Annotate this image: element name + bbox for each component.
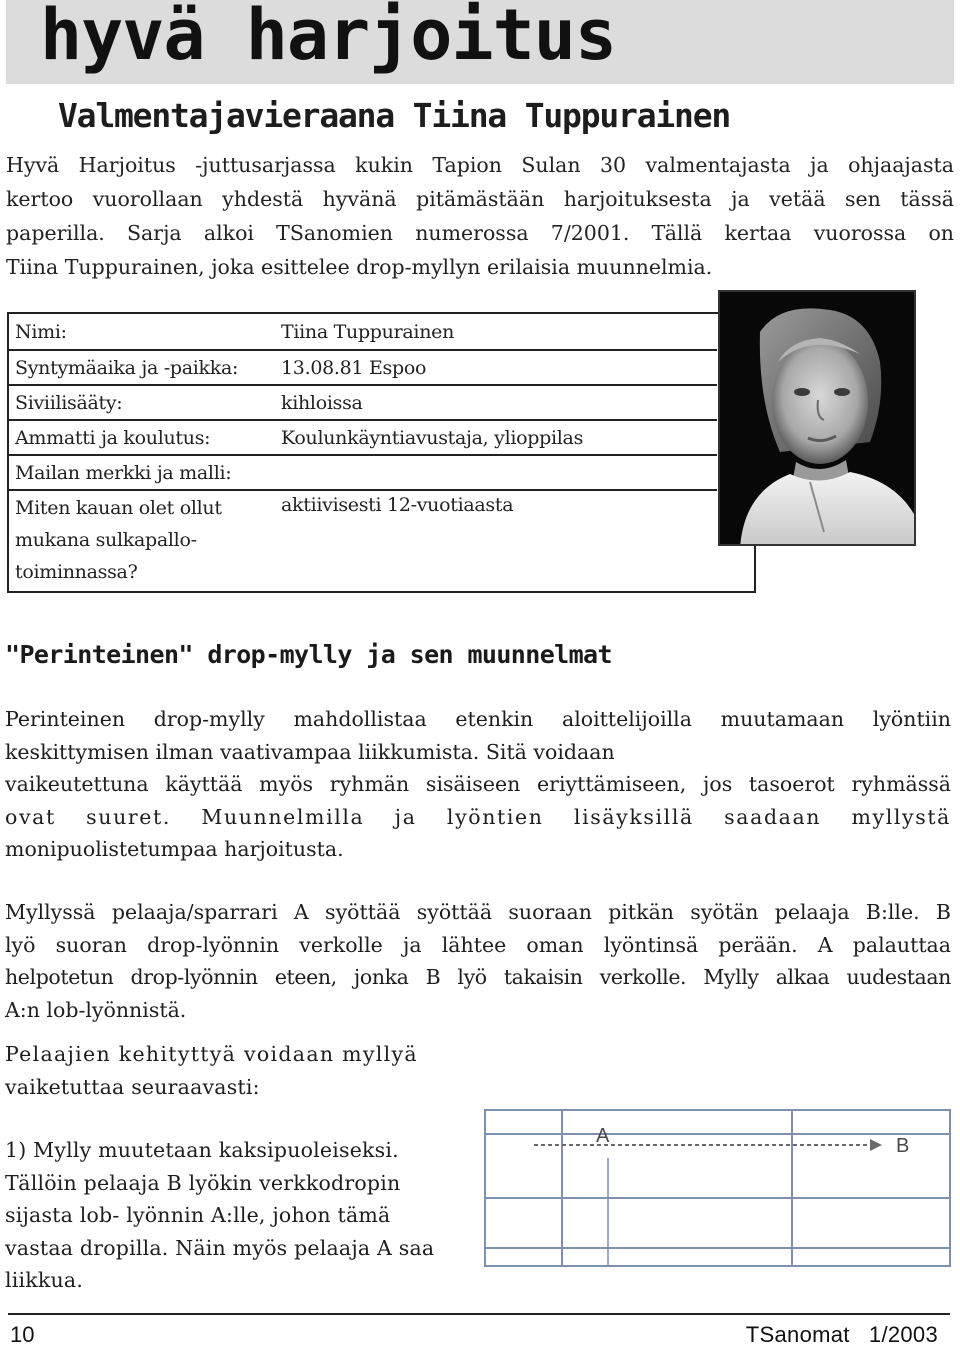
profile-row-status (9, 386, 754, 421)
paragraph-line: Myllyssä pelaaja/sparrari A syöttää syöttää suoraan pitkän syötän pelaaja B:lle. B (5, 900, 951, 924)
profile-label: Mailan merkki ja malli: (15, 462, 232, 484)
paragraph-line: A:n lob-lyönnistä. (5, 997, 187, 1022)
page-title: hyvä harjoitus (40, 0, 617, 76)
profile-value: Koulunkäyntiavustaja, ylioppilas (281, 427, 584, 449)
paragraph-line: helpotetun drop-lyönnin eteen, jonka B lyö takaisin verkolle. Mylly alkaa uudestaan (5, 965, 951, 989)
footer-divider (8, 1313, 950, 1315)
paragraph-line: sijasta lob- lyönnin A:lle, johon tämä (5, 1203, 391, 1227)
profile-label: Siviilisääty: (15, 392, 123, 414)
intro-line: kertoo vuorollaan yhdestä hyvänä pitämästään harjoituksesta ja vetää sen tässä (6, 187, 954, 211)
header-banner (6, 0, 954, 84)
article-subtitle: Valmentajavieraana Tiina Tuppurainen (58, 96, 731, 135)
paragraph-variations (5, 1038, 475, 1103)
player-b-label: B (896, 1135, 910, 1157)
profile-value: 13.08.81 Espoo (281, 357, 427, 379)
publication-label: TSanomat 1/2003 (745, 1322, 938, 1347)
paragraph-drill (5, 896, 951, 1026)
portrait-photo (718, 290, 916, 546)
paragraph-line: liikkua. (5, 1268, 84, 1292)
paragraph-line: vaikeutettuna käyttää myös ryhmän sisäiseen eriyttämiseen, jos tasoerot ryhmässä (5, 772, 951, 796)
player-a-label: A (596, 1125, 610, 1147)
arrow-head (870, 1139, 882, 1151)
paragraph-intro (5, 703, 951, 866)
paragraph-line: monipuolistetumpaa harjoitusta. (5, 837, 344, 861)
profile-value: Tiina Tuppurainen (281, 321, 455, 343)
profile-label-line: mukana sulkapallo- (15, 529, 197, 551)
section-heading: "Perinteinen" drop-mylly ja sen muunnelmat (5, 640, 612, 669)
profile-label (15, 492, 222, 588)
profile-value: aktiivisesti 12-vuotiaasta (281, 494, 514, 516)
paragraph-line: lyö suoran drop-lyönnin verkolle ja lähtee oman lyöntinsä perään. A palauttaa (5, 932, 951, 957)
intro-line: paperilla. Sarja alkoi TSanomien numerossa 7/2001. Tällä kertaa vuorossa on (6, 221, 954, 245)
paragraph-line: Pelaajien kehityttyä voidaan myllyä (5, 1042, 418, 1066)
profile-row-racket (9, 456, 754, 491)
profile-row-occupation (9, 421, 754, 456)
profile-label-line: toiminnassa? (15, 561, 138, 583)
profile-table (7, 312, 756, 593)
paragraph-line: Perinteinen drop-mylly mahdollistaa etenkin aloittelijoilla muutamaan lyöntiin (5, 707, 951, 731)
profile-label-line: Miten kauan olet ollut (15, 497, 222, 519)
paragraph-line: 1) Mylly muutetaan kaksipuoleiseksi. (5, 1138, 399, 1162)
paragraph-line: vastaa dropilla. Näin myös pelaaja A saa (5, 1235, 435, 1260)
profile-row-experience (9, 491, 754, 591)
profile-label: Nimi: (15, 321, 67, 343)
court-diagram (484, 1108, 951, 1268)
paragraph-variation-1 (5, 1134, 475, 1297)
intro-paragraph (6, 148, 954, 284)
profile-label: Ammatti ja koulutus: (15, 427, 211, 449)
paragraph-line: keskittymisen ilman vaativampaa liikkumista. Sitä voidaan (5, 739, 615, 764)
profile-row-name (9, 314, 754, 351)
paragraph-line: vaiketuttaa seuraavasti: (5, 1074, 260, 1099)
intro-line: Hyvä Harjoitus -juttusarjassa kukin Tapion Sulan 30 valmentajasta ja ohjaajasta (6, 153, 954, 177)
profile-label: Syntymäaika ja -paikka: (15, 357, 239, 379)
page-number: 10 (10, 1322, 35, 1347)
profile-value: kihloissa (281, 392, 363, 414)
profile-row-birth (9, 351, 754, 386)
paragraph-line: Tällöin pelaaja B lyökin verkkodropin (5, 1170, 401, 1195)
publication-info (746, 1322, 938, 1348)
court-diagram-svg (484, 1108, 951, 1268)
intro-line: Tiina Tuppurainen, joka esittelee drop-myllyn erilaisia muunnelmia. (6, 255, 713, 279)
paragraph-line: ovat suuret. Muunnelmilla ja lyöntien lisäyksillä saadaan myllystä (5, 804, 951, 829)
portrait-image (720, 292, 916, 546)
